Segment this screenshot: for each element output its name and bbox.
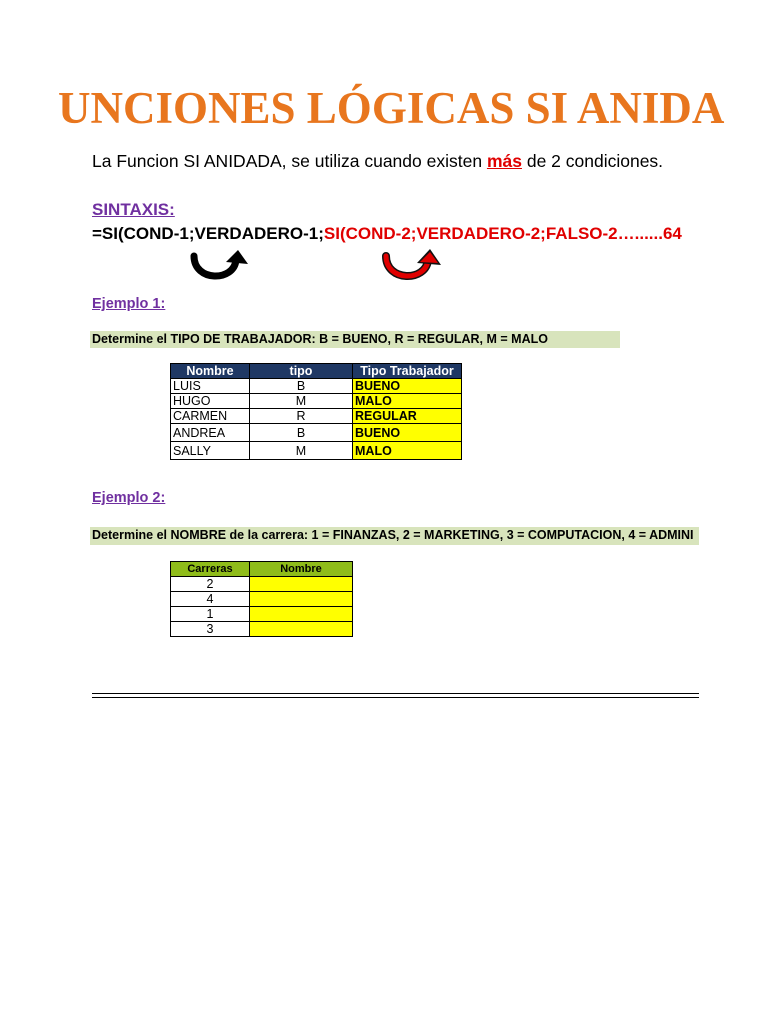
page-title: UNCIONES LÓGICAS SI ANIDA bbox=[58, 83, 725, 133]
example-1-label: Ejemplo 1: bbox=[92, 296, 166, 312]
cell-tipo[interactable]: M bbox=[250, 442, 353, 460]
divider-bottom bbox=[92, 697, 699, 698]
worker-type-table bbox=[170, 363, 462, 460]
table-row bbox=[171, 592, 353, 607]
cell-tipo-trabajador[interactable]: BUENO bbox=[353, 379, 462, 394]
cell-nombre[interactable]: SALLY bbox=[171, 442, 250, 460]
cell-tipo-trabajador[interactable]: BUENO bbox=[353, 424, 462, 442]
cell-tipo-trabajador[interactable]: REGULAR bbox=[353, 409, 462, 424]
header-carreras: Carreras bbox=[171, 562, 250, 577]
cell-nombre-carrera[interactable] bbox=[250, 592, 353, 607]
formula-part-2: SI(COND-2;VERDADERO-2;FALSO-2…......64 bbox=[323, 224, 682, 243]
cell-nombre[interactable]: CARMEN bbox=[171, 409, 250, 424]
cell-carrera[interactable]: 3 bbox=[171, 622, 250, 637]
header-tipo-trabajador: Tipo Trabajador bbox=[353, 364, 462, 379]
table-row bbox=[171, 379, 462, 394]
example-2-label: Ejemplo 2: bbox=[92, 490, 166, 506]
black-curved-arrow-icon bbox=[188, 248, 254, 284]
table-row bbox=[171, 394, 462, 409]
table-row bbox=[171, 409, 462, 424]
cell-nombre-carrera[interactable] bbox=[250, 607, 353, 622]
career-table bbox=[170, 561, 353, 637]
table-row bbox=[171, 577, 353, 592]
formula-part-1: =SI(COND-1;VERDADERO-1; bbox=[92, 224, 324, 243]
intro-text-before: La Funcion SI ANIDADA, se utiliza cuando existen bbox=[92, 151, 487, 171]
cell-tipo[interactable]: B bbox=[250, 424, 353, 442]
table-row bbox=[171, 622, 353, 637]
header-nombre: Nombre bbox=[171, 364, 250, 379]
cell-nombre[interactable]: LUIS bbox=[171, 379, 250, 394]
page-title-wrap bbox=[0, 82, 768, 138]
cell-tipo[interactable]: R bbox=[250, 409, 353, 424]
intro-highlight: más bbox=[486, 151, 522, 171]
intro-text-after: de 2 condiciones. bbox=[521, 151, 664, 171]
divider-top bbox=[92, 693, 699, 694]
syntax-formula bbox=[92, 224, 702, 244]
cell-tipo-trabajador[interactable]: MALO bbox=[353, 442, 462, 460]
example-1-instruction: Determine el TIPO DE TRABAJADOR: B = BUENO, R = REGULAR, M = MALO bbox=[90, 331, 620, 348]
syntax-label: SINTAXIS: bbox=[92, 200, 175, 219]
cell-carrera[interactable]: 1 bbox=[171, 607, 250, 622]
cell-nombre-carrera[interactable] bbox=[250, 577, 353, 592]
header-nombre-carrera: Nombre bbox=[250, 562, 353, 577]
intro-paragraph bbox=[92, 151, 663, 172]
cell-tipo[interactable]: M bbox=[250, 394, 353, 409]
red-curved-arrow-icon bbox=[380, 248, 446, 284]
cell-tipo[interactable]: B bbox=[250, 379, 353, 394]
table-row bbox=[171, 607, 353, 622]
worker-table-header-row bbox=[171, 364, 462, 379]
table-row bbox=[171, 424, 462, 442]
cell-tipo-trabajador[interactable]: MALO bbox=[353, 394, 462, 409]
cell-carrera[interactable]: 4 bbox=[171, 592, 250, 607]
cell-nombre[interactable]: HUGO bbox=[171, 394, 250, 409]
cell-nombre[interactable]: ANDREA bbox=[171, 424, 250, 442]
table-row bbox=[171, 442, 462, 460]
career-table-header-row bbox=[171, 562, 353, 577]
example-2-instruction: Determine el NOMBRE de la carrera: 1 = FINANZAS, 2 = MARKETING, 3 = COMPUTACION, 4 = ADMINI bbox=[90, 527, 699, 545]
cell-nombre-carrera[interactable] bbox=[250, 622, 353, 637]
header-tipo: tipo bbox=[250, 364, 353, 379]
cell-carrera[interactable]: 2 bbox=[171, 577, 250, 592]
